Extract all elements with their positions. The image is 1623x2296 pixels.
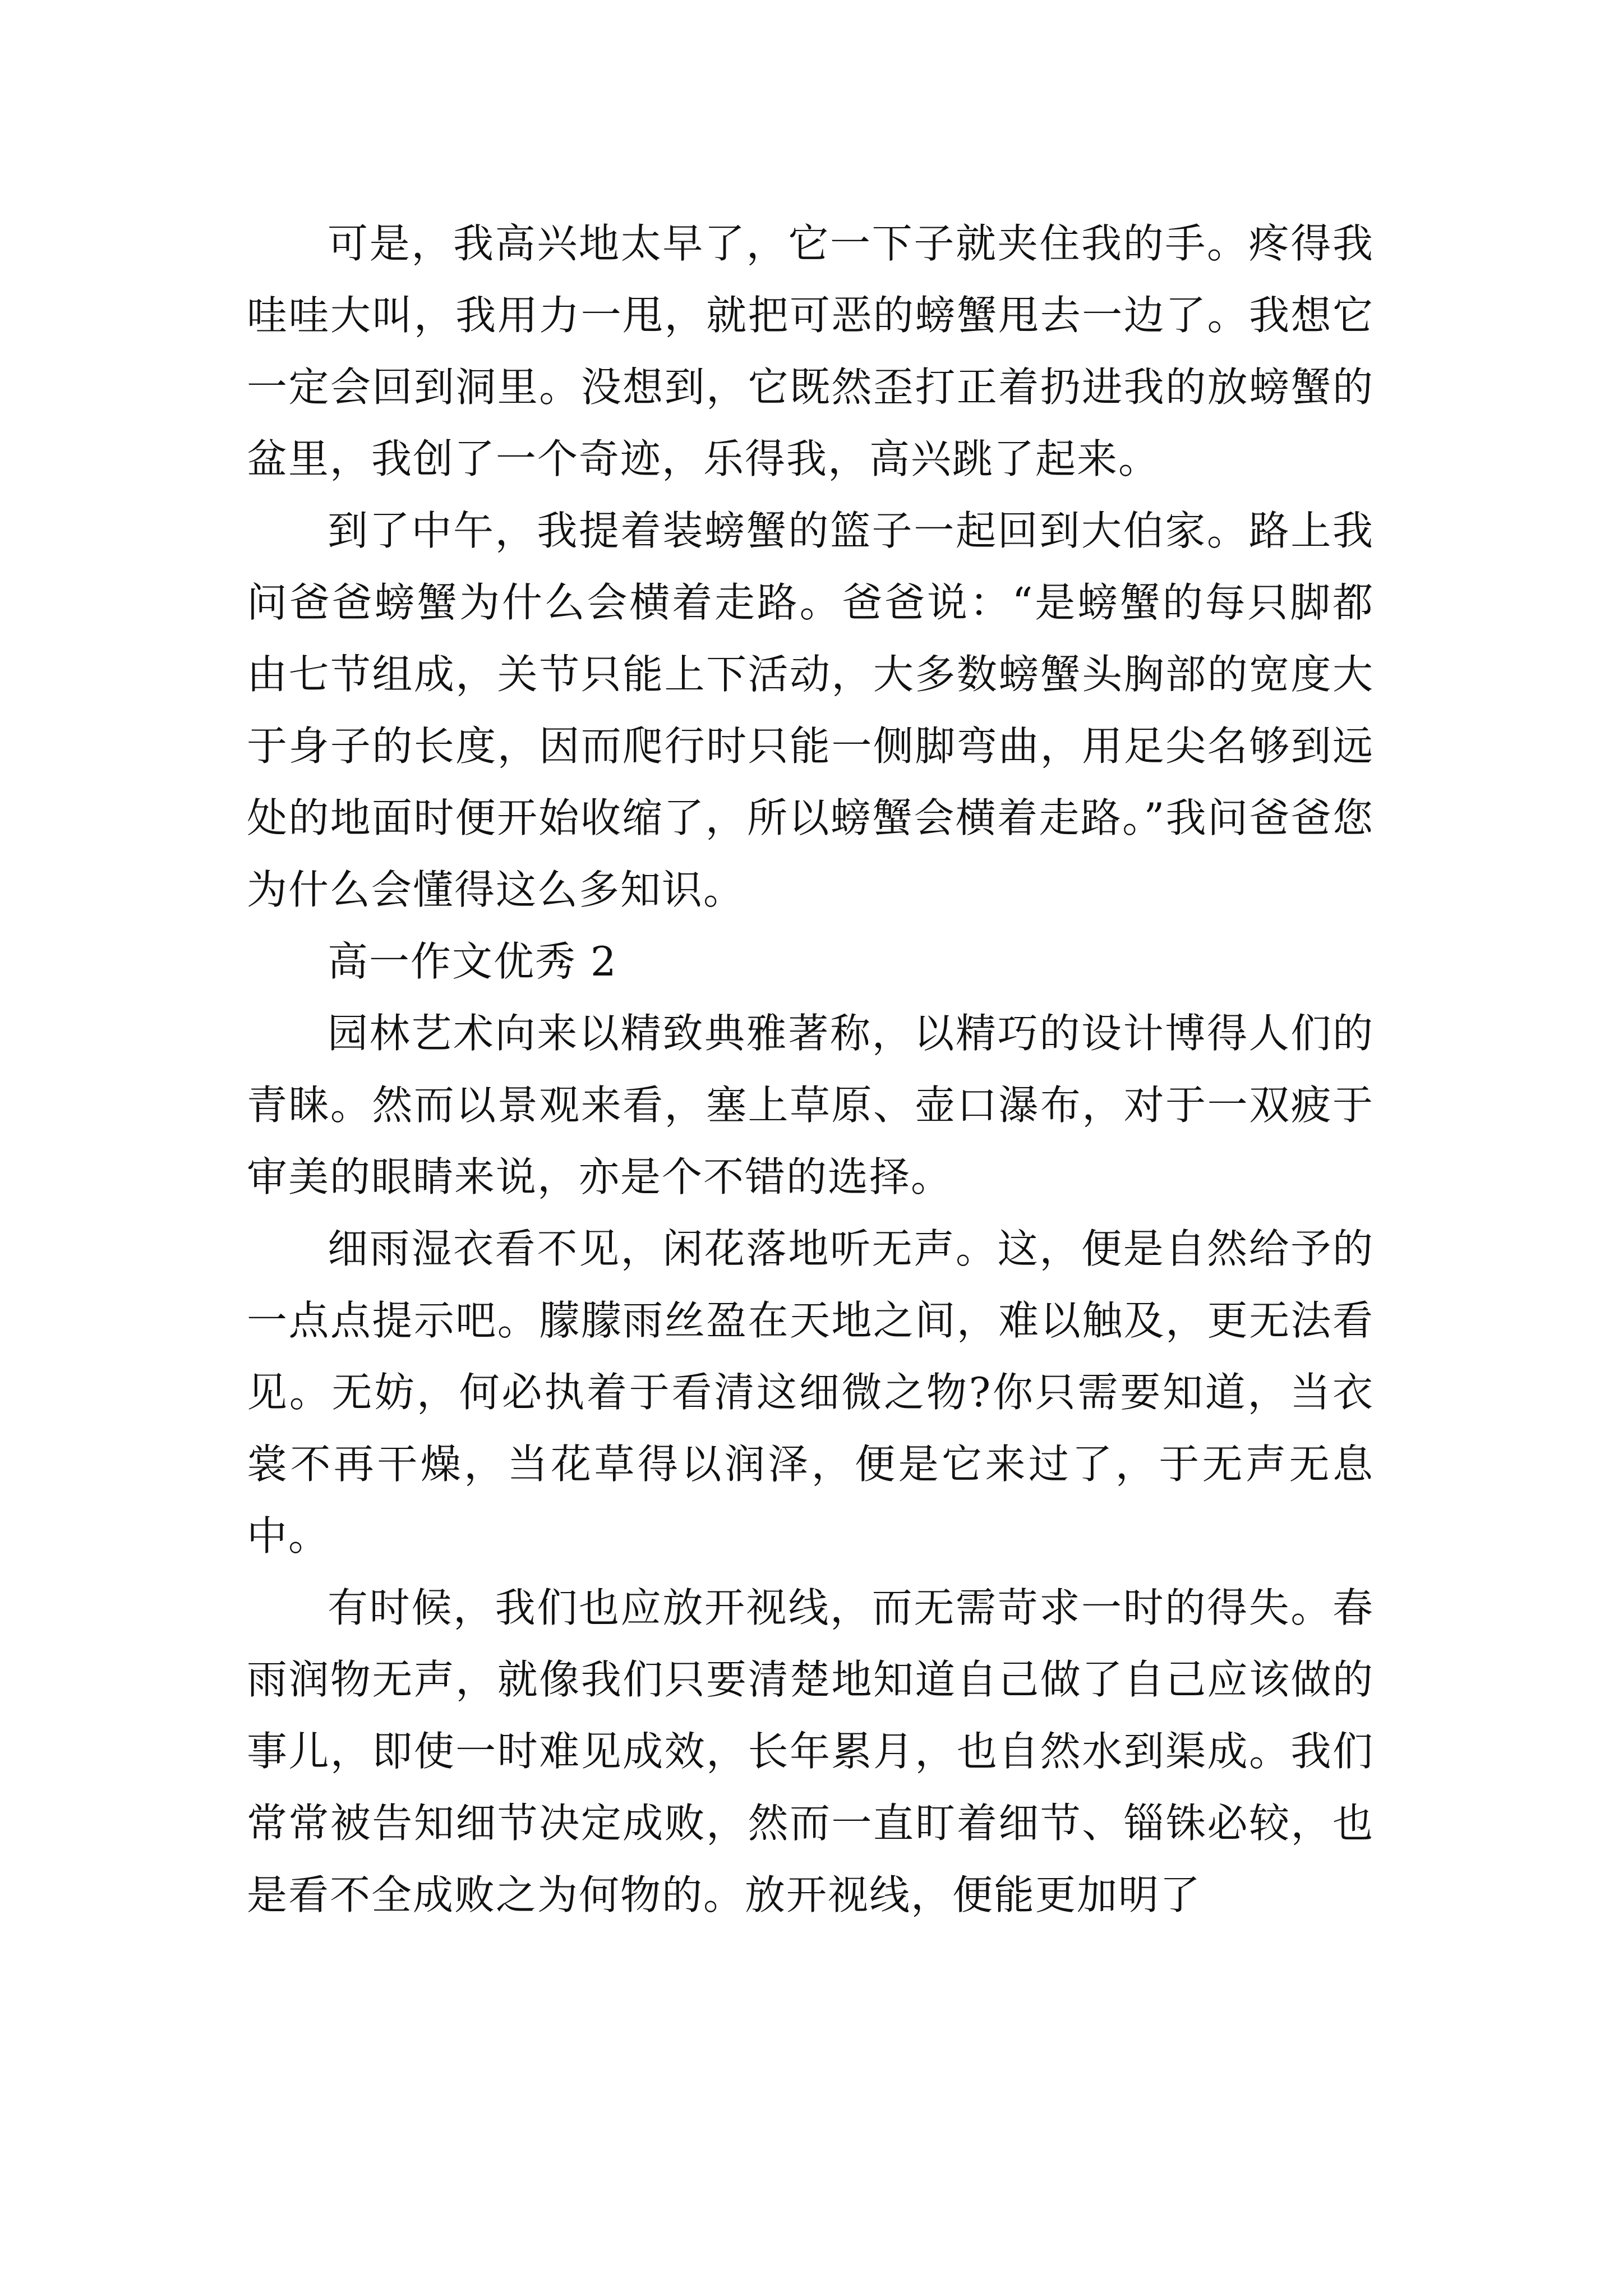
- paragraph-broaden-view: 有时候，我们也应放开视线，而无需苛求一时的得失。春雨润物无声，就像我们只要清楚地知道自己做了自己应该做的事儿，即使一时难见成效，长年累月，也自然水到渠成。我们常常被告知细节决定成败，然而一直盯着细节、锱铢必较，也是看不全成败之为何物的。放开视线，便能更加明了: [247, 1584, 1374, 1918]
- document-body: [247, 208, 1374, 1931]
- paragraph-crab-pinch: 可是，我高兴地太早了，它一下子就夹住我的手。疼得我哇哇大叫，我用力一甩，就把可恶的螃蟹甩去一边了。我想它一定会回到洞里。没想到，它既然歪打正着扔进我的放螃蟹的盆里，我创了一个奇迹，乐得我，高兴跳了起来。: [247, 220, 1374, 482]
- paragraph-garden-art: 园林艺术向来以精致典雅著称，以精巧的设计博得人们的青睐。然而以景观来看，塞上草原、壶口瀑布，对于一双疲于审美的眼睛来说，亦是个不错的选择。: [247, 1010, 1374, 1200]
- paragraph-crab-walk: 到了中午，我提着装螃蟹的篮子一起回到大伯家。路上我问爸爸螃蟹为什么会横着走路。爸爸说：“是螃蟹的每只脚都由七节组成，关节只能上下活动，大多数螃蟹头胸部的宽度大于身子的长度，因而爬行时只能一侧脚弯曲，用足尖名够到远处的地面时便开始收缩了，所以螃蟹会横着走路。”我问爸爸您为什么会懂得这么多知识。: [247, 507, 1374, 913]
- paragraph-fine-rain: 细雨湿衣看不见，闲花落地听无声。这，便是自然给予的一点点提示吧。朦朦雨丝盈在天地之间，难以触及，更无法看见。无妨，何必执着于看清这细微之物?你只需要知道，当衣裳不再干燥，当花草得以润泽，便是它来过了，于无声无息中。: [247, 1225, 1374, 1559]
- section-title: 高一作文优秀 2: [328, 938, 617, 985]
